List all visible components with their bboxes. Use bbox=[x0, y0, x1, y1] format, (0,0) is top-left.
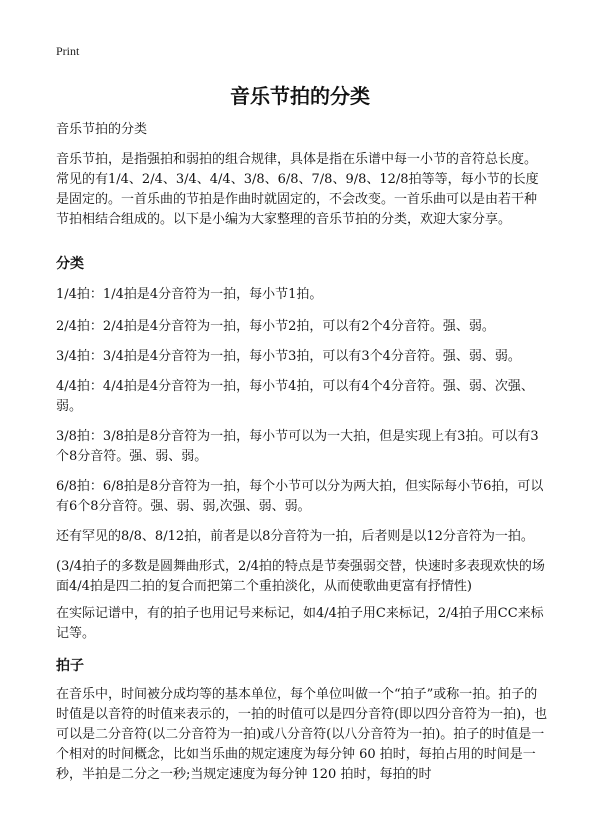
page-title: 音乐节拍的分类 bbox=[230, 84, 370, 108]
section-heading-beat: 拍子 bbox=[56, 658, 84, 674]
paragraph-rare-meters: 还有罕见的8/8、8/12拍，前者是以8分音符为一拍，后者则是以12分音符为一拍。 bbox=[56, 529, 534, 544]
subtitle: 音乐节拍的分类 bbox=[56, 122, 148, 137]
paragraph-3-8: 3/8拍：3/8拍是8分音符为一拍，每小节可以为一大拍，但是实现上有3拍。可以有3个8分音符。强、弱、弱。 bbox=[56, 429, 539, 464]
intro-paragraph: 音乐节拍，是指强拍和弱拍的组合规律，具体是指在乐谱中每一小节的音符总长度。常见的有1/4、2/4、3/4、4/4、3/8、6/8、7/8、9/8、12/8拍等等，每小节的长度是固定的。一首乐曲的节拍是作曲时就固定的，不会改变。一首乐曲可以是由若干种节拍相结合组成的。以下是小编为大家整理的音乐节拍的分类，欢迎大家分享。 bbox=[56, 152, 539, 227]
paragraph-2-4: 2/4拍：2/4拍是4分音符为一拍，每小节2拍，可以有2个4分音符。强、弱。 bbox=[56, 319, 495, 334]
section-heading-classification: 分类 bbox=[56, 256, 84, 272]
paragraph-meter-characteristics: (3/4拍子的多数是圆舞曲形式，2/4拍的特点是节奏强弱交替，快速时多表现欢快的场面4/4拍是四二拍的复合而把第二个重拍淡化，从而使歌曲更富有抒情性) bbox=[56, 559, 545, 594]
paragraph-3-4: 3/4拍：3/4拍是4分音符为一拍，每小节3拍，可以有3个4分音符。强、弱、弱。 bbox=[56, 349, 521, 364]
paragraph-1-4: 1/4拍：1/4拍是4分音符为一拍，每小节1拍。 bbox=[56, 287, 323, 302]
paragraph-6-8: 6/8拍：6/8拍是8分音符为一拍，每个小节可以分为两大拍，但实际每小节6拍，可以有6个8分音符。强、弱、弱,次强、弱、弱。 bbox=[56, 479, 544, 514]
print-link[interactable]: Print bbox=[56, 44, 80, 58]
paragraph-4-4: 4/4拍：4/4拍是4分音符为一拍，每小节4拍，可以有4个4分音符。强、弱、次强、弱。 bbox=[56, 379, 534, 414]
paragraph-beat-definition: 在音乐中，时间被分成均等的基本单位，每个单位叫做一个“拍子”或称一拍。拍子的时值是以音符的时值来表示的，一拍的时值可以是四分音符(即以四分音符为一拍)，也可以是二分音符(以二分音符为一拍)或八分音符(以八分音符为一拍)。拍子的时值是一个相对的时间概念，比如当乐曲的规定速度为每分钟 60 拍时，每拍占用的时间是一秒，半拍是二分之一秒;当规定速度为每分钟 120 拍时，每拍的时 bbox=[56, 687, 548, 782]
paragraph-notation-symbols: 在实际记谱中，有的拍子也用记号来标记，如4/4拍子用C来标记，2/4拍子用CC来标记等。 bbox=[56, 606, 544, 641]
